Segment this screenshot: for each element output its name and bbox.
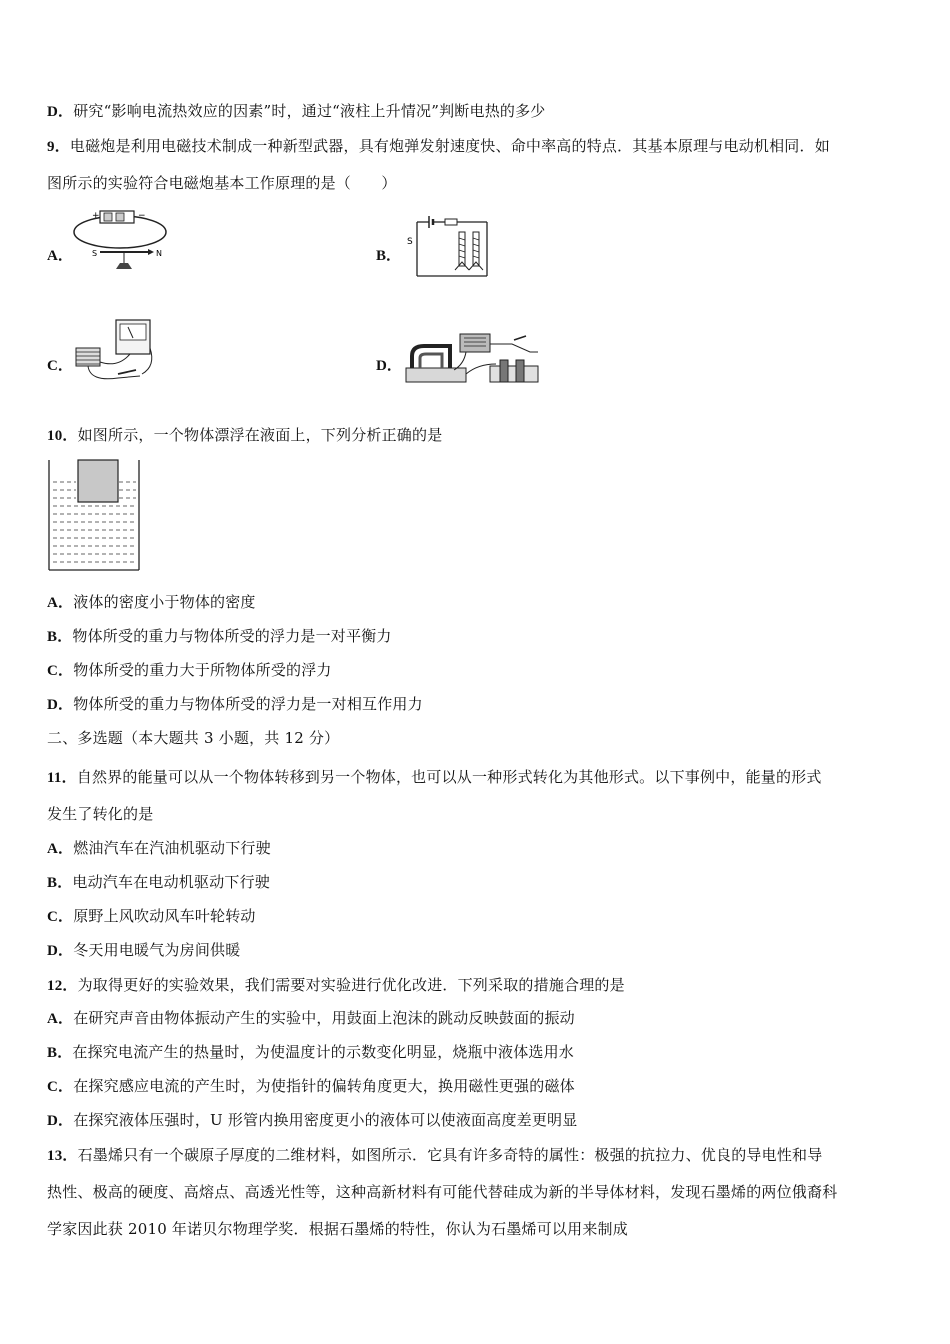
- option-text: 在探究液体压强时，U 形管内换用密度更小的液体可以使液面高度差更明显: [73, 1111, 578, 1129]
- option-text: 物体所受的重力与物体所受的浮力是一对平衡力: [72, 627, 392, 645]
- q12-option-a: [47, 1008, 575, 1029]
- q11-stem-line1: [47, 767, 822, 788]
- option-text: 研究“影响电流热效应的因素”时，通过“液柱上升情况”判断电热的多少: [73, 102, 546, 120]
- option-letter: D．: [47, 697, 74, 713]
- q12-option-d: [47, 1110, 577, 1131]
- q10-option-b: [47, 626, 392, 647]
- q8-option-d: [47, 101, 546, 122]
- q12-option-c: [47, 1076, 575, 1097]
- q13-stem-line3: 学家因此获 2010 年诺贝尔物理学奖．根据石墨烯的特性，你认为石墨烯可以用来制成: [47, 1220, 628, 1238]
- plus-label: +: [92, 211, 100, 221]
- option-text: 电动汽车在电动机驱动下行驶: [72, 873, 271, 891]
- section-2-title: 二、多选题（本大题共 3 小题，共 12 分）: [47, 729, 340, 747]
- q9-option-c-letter: C．: [47, 358, 73, 374]
- q12-stem: [47, 975, 625, 996]
- option-text: 液体的密度小于物体的密度: [73, 593, 256, 611]
- q10-option-a: [47, 592, 256, 613]
- q10-text: 如图所示，一个物体漂浮在液面上，下列分析正确的是: [77, 426, 443, 444]
- q9-option-b-letter: B．: [376, 248, 402, 264]
- q10-option-c: [47, 660, 332, 681]
- option-text: 在研究声音由物体振动产生的实验中，用鼓面上泡沫的跳动反映鼓面的振动: [73, 1009, 575, 1027]
- question-number: 10．: [47, 428, 78, 444]
- minus-label: −: [138, 211, 146, 221]
- question-number: 9．: [47, 139, 70, 155]
- option-letter: D．: [47, 943, 74, 959]
- q9-stem-line2: 图所示的实验符合电磁炮基本工作原理的是（ ）: [47, 174, 397, 192]
- q10-figure-floating-block: [47, 458, 142, 573]
- option-letter: C．: [47, 663, 74, 679]
- option-letter: B．: [47, 875, 73, 891]
- q9-figure-c: [70, 318, 160, 386]
- option-letter: B．: [47, 1045, 73, 1061]
- q9-figure-d: [404, 330, 544, 388]
- q13-text-1: 石墨烯只有一个碳原子厚度的二维材料，如图所示．它具有许多奇特的属性：极强的抗拉力、优良的导电性和导: [77, 1146, 823, 1164]
- option-letter: D．: [47, 1113, 74, 1129]
- q12-text: 为取得更好的实验效果，我们需要对实验进行优化改进．下列采取的措施合理的是: [77, 976, 625, 994]
- option-letter: A．: [47, 595, 74, 611]
- q11-option-a: [47, 838, 271, 859]
- option-letter: A．: [47, 841, 74, 857]
- q9-figure-b: [405, 210, 500, 282]
- question-number: 12．: [47, 978, 78, 994]
- option-text: 物体所受的重力大于所物体所受的浮力: [73, 661, 332, 679]
- question-number: 13．: [47, 1148, 78, 1164]
- n-pole-label: N: [156, 249, 162, 258]
- question-number: 11．: [47, 770, 77, 786]
- switch-label: S: [407, 237, 413, 247]
- q11-option-b: [47, 872, 270, 893]
- q9-figure-a: [70, 205, 180, 275]
- q10-option-d: [47, 694, 423, 715]
- q10-stem: [47, 425, 442, 446]
- s-pole-label: S: [92, 249, 98, 258]
- option-letter: D．: [47, 104, 74, 120]
- q11-option-d: [47, 940, 240, 961]
- option-letter: C．: [47, 1079, 74, 1095]
- q9-option-a-letter: A．: [47, 248, 73, 264]
- q11-text-1: 自然界的能量可以从一个物体转移到另一个物体，也可以从一种形式转化为其他形式。以下事例中，能量的形式: [76, 768, 822, 786]
- option-letter: A．: [47, 1011, 74, 1027]
- q13-stem-line2: 热性、极高的硬度、高熔点、高透光性等，这种高新材料有可能代替硅成为新的半导体材料，发现石墨烯的两位俄裔科: [47, 1183, 838, 1201]
- option-letter: B．: [47, 629, 73, 645]
- option-text: 物体所受的重力与物体所受的浮力是一对相互作用力: [73, 695, 423, 713]
- option-text: 在探究感应电流的产生时，为使指针的偏转角度更大，换用磁性更强的磁体: [73, 1077, 575, 1095]
- q11-stem-line2: 发生了转化的是: [47, 805, 154, 823]
- q13-stem-line1: [47, 1145, 822, 1166]
- option-text: 冬天用电暖气为房间供暖: [73, 941, 241, 959]
- option-text: 在探究电流产生的热量时，为使温度计的示数变化明显，烧瓶中液体选用水: [72, 1043, 575, 1061]
- q9-text-1: 电磁炮是利用电磁技术制成一种新型武器，具有炮弹发射速度快、命中率高的特点．其基本原理与电动机相同．如: [69, 137, 830, 155]
- q12-option-b: [47, 1042, 574, 1063]
- q11-option-c: [47, 906, 256, 927]
- q9-stem-line1: [47, 136, 830, 157]
- option-text: 燃油汽车在汽油机驱动下行驶: [73, 839, 271, 857]
- option-letter: C．: [47, 909, 74, 925]
- q9-option-d-letter: D．: [376, 358, 402, 374]
- option-text: 原野上风吹动风车叶轮转动: [73, 907, 256, 925]
